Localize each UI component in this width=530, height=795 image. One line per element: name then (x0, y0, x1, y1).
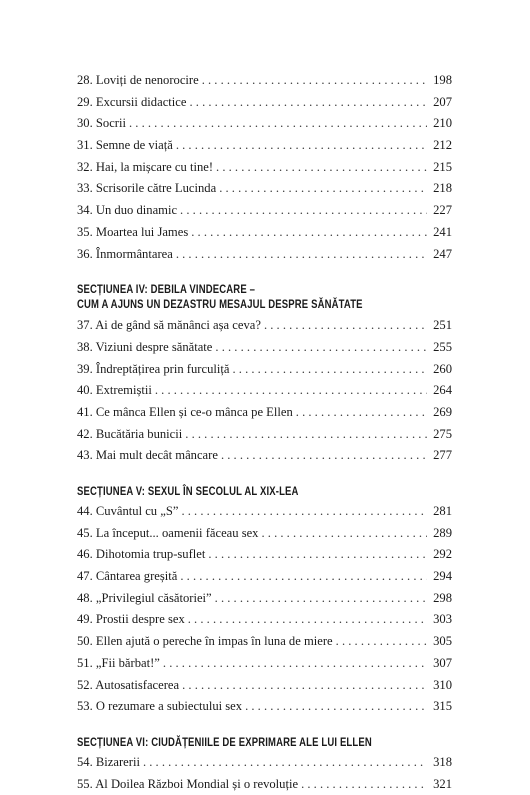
section-heading-vi (77, 735, 451, 750)
toc-group-chapters-28-36 (77, 70, 452, 265)
entry-page: 207 (433, 94, 452, 109)
dot-leader (189, 92, 427, 114)
entry-title: 31. Semne de viață (77, 138, 173, 153)
entry-title: 50. Ellen ajută o pereche în impas în luna de miere (77, 634, 333, 649)
entry-page: 307 (433, 655, 452, 670)
toc-entry (77, 92, 452, 114)
dot-leader (261, 523, 427, 545)
dot-leader (215, 588, 427, 610)
entry-page: 227 (433, 203, 452, 218)
toc-entry (77, 402, 452, 424)
dot-leader (296, 402, 427, 424)
toc-entry (77, 200, 452, 222)
entry-title: 39. Îndreptățirea prin furculiță (77, 361, 230, 376)
entry-page: 315 (433, 699, 452, 714)
toc-entry (77, 157, 452, 179)
entry-page: 269 (433, 404, 452, 419)
dot-leader (336, 631, 427, 653)
toc-entry (77, 244, 452, 266)
entry-page: 210 (433, 116, 452, 131)
entry-title: 38. Viziuni despre sănătate (77, 339, 213, 354)
entry-page: 260 (433, 361, 452, 376)
dot-leader (232, 359, 427, 381)
entry-title: 37. Ai de gând să mănânci așa ceva? (77, 318, 261, 333)
dot-leader (221, 445, 427, 467)
dot-leader (188, 609, 427, 631)
entry-page: 247 (433, 246, 452, 261)
entry-title: 28. Loviți de nenorocire (77, 73, 199, 87)
entry-page: 218 (433, 181, 452, 196)
entry-page: 264 (433, 383, 452, 398)
entry-title: 45. La început... oamenii făceau sex (77, 525, 259, 540)
entry-page: 215 (433, 159, 452, 174)
dot-leader (181, 501, 427, 523)
entry-title: 42. Bucătăria bunicii (77, 426, 183, 441)
toc-entry (77, 675, 452, 697)
entry-page: 294 (433, 569, 452, 584)
toc-entry (77, 337, 452, 359)
entry-page: 198 (433, 73, 452, 87)
entry-page: 318 (433, 754, 452, 769)
toc-entry (77, 445, 452, 467)
entry-title: 47. Cântarea greșită (77, 569, 178, 584)
dot-leader (176, 244, 427, 266)
dot-leader (180, 566, 427, 588)
dot-leader (202, 70, 427, 92)
dot-leader (176, 135, 427, 157)
entry-title: 48. „Privilegiul căsătoriei” (77, 590, 212, 605)
dot-leader (182, 675, 427, 697)
entry-title: 41. Ce mânca Ellen și ce-o mânca pe Ellen (77, 404, 293, 419)
dot-leader (180, 200, 427, 222)
entry-page: 292 (433, 547, 452, 562)
entry-page: 241 (433, 224, 452, 239)
entry-page: 281 (433, 504, 452, 518)
toc-entry (77, 501, 452, 523)
toc-group-section-vi (77, 752, 452, 795)
dot-leader (301, 774, 427, 795)
entry-title: 34. Un duo dinamic (77, 203, 178, 218)
dot-leader (264, 315, 427, 337)
entry-title: 52. Autosatisfacerea (77, 677, 180, 692)
entry-page: 310 (433, 677, 452, 692)
entry-title: 44. Cuvântul cu „S” (77, 504, 179, 518)
entry-title: 33. Scrisorile către Lucinda (77, 181, 217, 196)
entry-title: 30. Socrii (77, 116, 126, 131)
dot-leader (155, 380, 427, 402)
toc-entry (77, 380, 452, 402)
table-of-contents (77, 70, 452, 795)
toc-entry (77, 178, 452, 200)
entry-title: 46. Dihotomia trup-suflet (77, 547, 206, 562)
toc-entry (77, 696, 452, 718)
dot-leader (208, 544, 427, 566)
entry-page: 298 (433, 590, 452, 605)
entry-title: 51. „Fii bărbat!” (77, 655, 160, 670)
toc-entry (77, 609, 452, 631)
dot-leader (185, 424, 427, 446)
toc-entry (77, 631, 452, 653)
toc-entry (77, 566, 452, 588)
section-heading-line: SECȚIUNEA VI: CIUDĂȚENIILE DE EXPRIMARE ALE LUI ELLEN (77, 734, 372, 749)
toc-entry (77, 359, 452, 381)
entry-title: 43. Mai mult decât mâncare (77, 448, 218, 463)
toc-entry (77, 544, 452, 566)
entry-page: 275 (433, 426, 452, 441)
toc-entry (77, 774, 452, 795)
toc-entry (77, 588, 452, 610)
toc-entry (77, 523, 452, 545)
dot-leader (129, 113, 427, 135)
dot-leader (219, 178, 427, 200)
entry-title: 36. Înmormântarea (77, 246, 173, 261)
entry-page: 303 (433, 612, 452, 627)
section-heading-v (77, 484, 451, 499)
entry-title: 55. Al Doilea Război Mondial și o revoluție (77, 776, 299, 791)
toc-entry (77, 653, 452, 675)
entry-page: 255 (433, 339, 452, 354)
section-heading-iv (77, 282, 451, 312)
toc-entry (77, 70, 452, 92)
entry-page: 321 (433, 776, 452, 791)
toc-entry (77, 424, 452, 446)
dot-leader (143, 752, 427, 774)
entry-page: 305 (433, 634, 452, 649)
entry-page: 277 (433, 448, 452, 463)
toc-group-section-iv (77, 315, 452, 467)
entry-title: 54. Bizarerii (77, 754, 140, 769)
entry-page: 212 (433, 138, 452, 153)
entry-page: 251 (433, 318, 452, 333)
toc-entry (77, 222, 452, 244)
toc-entry (77, 135, 452, 157)
dot-leader (163, 653, 427, 675)
entry-title: 32. Hai, la mișcare cu tine! (77, 159, 214, 174)
dot-leader (245, 696, 427, 718)
entry-title: 29. Excursii didactice (77, 94, 187, 109)
toc-group-section-v (77, 501, 452, 718)
toc-entry (77, 315, 452, 337)
section-heading-line: SECȚIUNEA IV: DEBILA VINDECARE – (77, 282, 256, 297)
toc-entry (77, 752, 452, 774)
entry-title: 53. O rezumare a subiectului sex (77, 699, 243, 714)
entry-title: 40. Extremiștii (77, 383, 152, 398)
entry-title: 35. Moartea lui James (77, 224, 189, 239)
section-heading-line: SECȚIUNEA V: SEXUL ÎN SECOLUL AL XIX-LEA (77, 484, 299, 498)
dot-leader (215, 337, 427, 359)
dot-leader (191, 222, 427, 244)
entry-page: 289 (433, 525, 452, 540)
toc-entry (77, 113, 452, 135)
dot-leader (216, 157, 427, 179)
entry-title: 49. Prostii despre sex (77, 612, 185, 627)
section-heading-line: CUM A AJUNS UN DEZASTRU MESAJUL DESPRE SĂNĂTATE (77, 297, 363, 312)
